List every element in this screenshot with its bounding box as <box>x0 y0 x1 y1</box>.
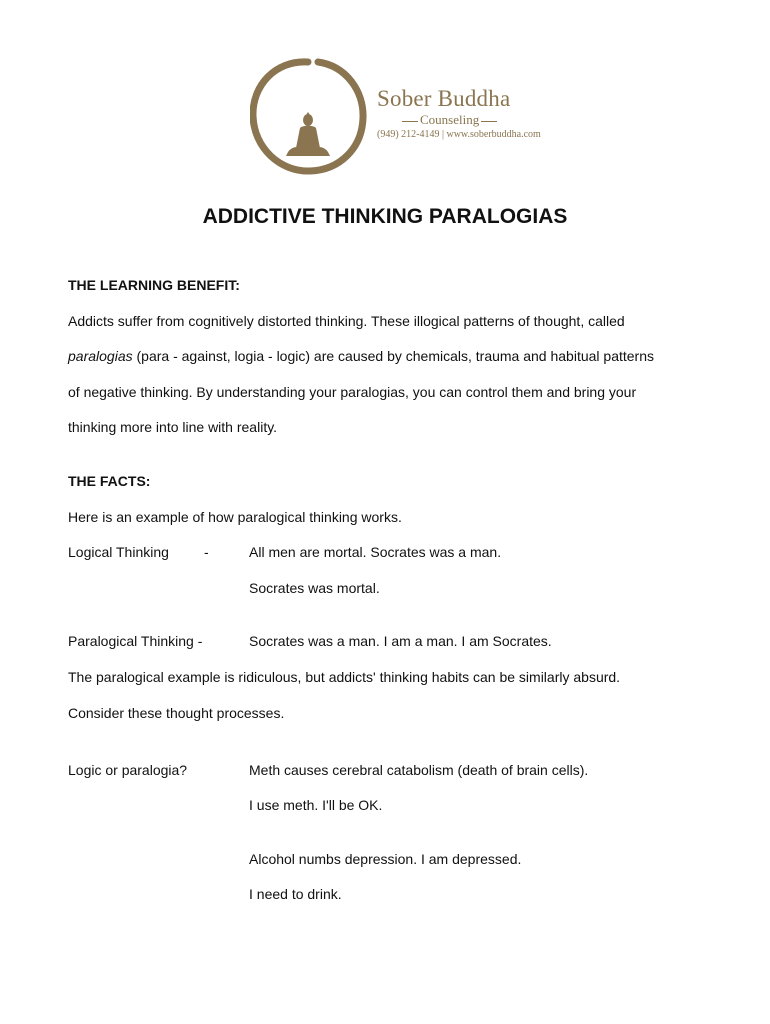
question-label: Logic or paralogia? <box>68 762 188 778</box>
paralogias-term: paralogias <box>68 348 133 364</box>
logical-line-2: Socrates was mortal. <box>249 580 380 596</box>
logo-name: Sober Buddha <box>377 86 511 111</box>
example-2-line-2: I need to drink. <box>249 886 342 902</box>
paralogical-label: Paralogical Thinking - <box>68 633 203 649</box>
note-line-2: Consider these thought processes. <box>68 705 285 721</box>
learning-line-2-rest: (para - against, logia - logic) are caused by chemicals, trauma and habitual patterns <box>132 348 654 364</box>
learning-line-3: of negative thinking. By understanding your paralogias, you can control them and bring your <box>68 384 637 400</box>
learning-line-1: Addicts suffer from cognitively distorted thinking. These illogical patterns of thought, called <box>68 313 625 329</box>
example-1-line-1: Meth causes cerebral catabolism (death of brain cells). <box>249 762 589 778</box>
logical-line-1: All men are mortal. Socrates was a man. <box>249 544 502 560</box>
learning-line-2 <box>68 348 654 364</box>
learning-heading: THE LEARNING BENEFIT: <box>68 277 240 293</box>
logo-subtitle: Counseling <box>400 112 499 128</box>
logical-dash: - <box>204 544 209 560</box>
example-2-line-1: Alcohol numbs depression. I am depressed. <box>249 851 522 867</box>
page-title: ADDICTIVE THINKING PARALOGIAS <box>202 205 568 228</box>
paralogical-line-1: Socrates was a man. I am a man. I am Socrates. <box>249 633 552 649</box>
learning-line-4: thinking more into line with reality. <box>68 419 278 435</box>
note-line-1: The paralogical example is ridiculous, but addicts' thinking habits can be similarly absurd. <box>68 669 621 685</box>
logo-contact: (949) 212-4149 | www.soberbuddha.com <box>377 129 541 140</box>
logical-label: Logical Thinking <box>68 544 169 560</box>
facts-intro: Here is an example of how paralogical thinking works. <box>68 509 402 525</box>
facts-heading: THE FACTS: <box>68 473 151 489</box>
example-1-line-2: I use meth. I'll be OK. <box>249 797 383 813</box>
